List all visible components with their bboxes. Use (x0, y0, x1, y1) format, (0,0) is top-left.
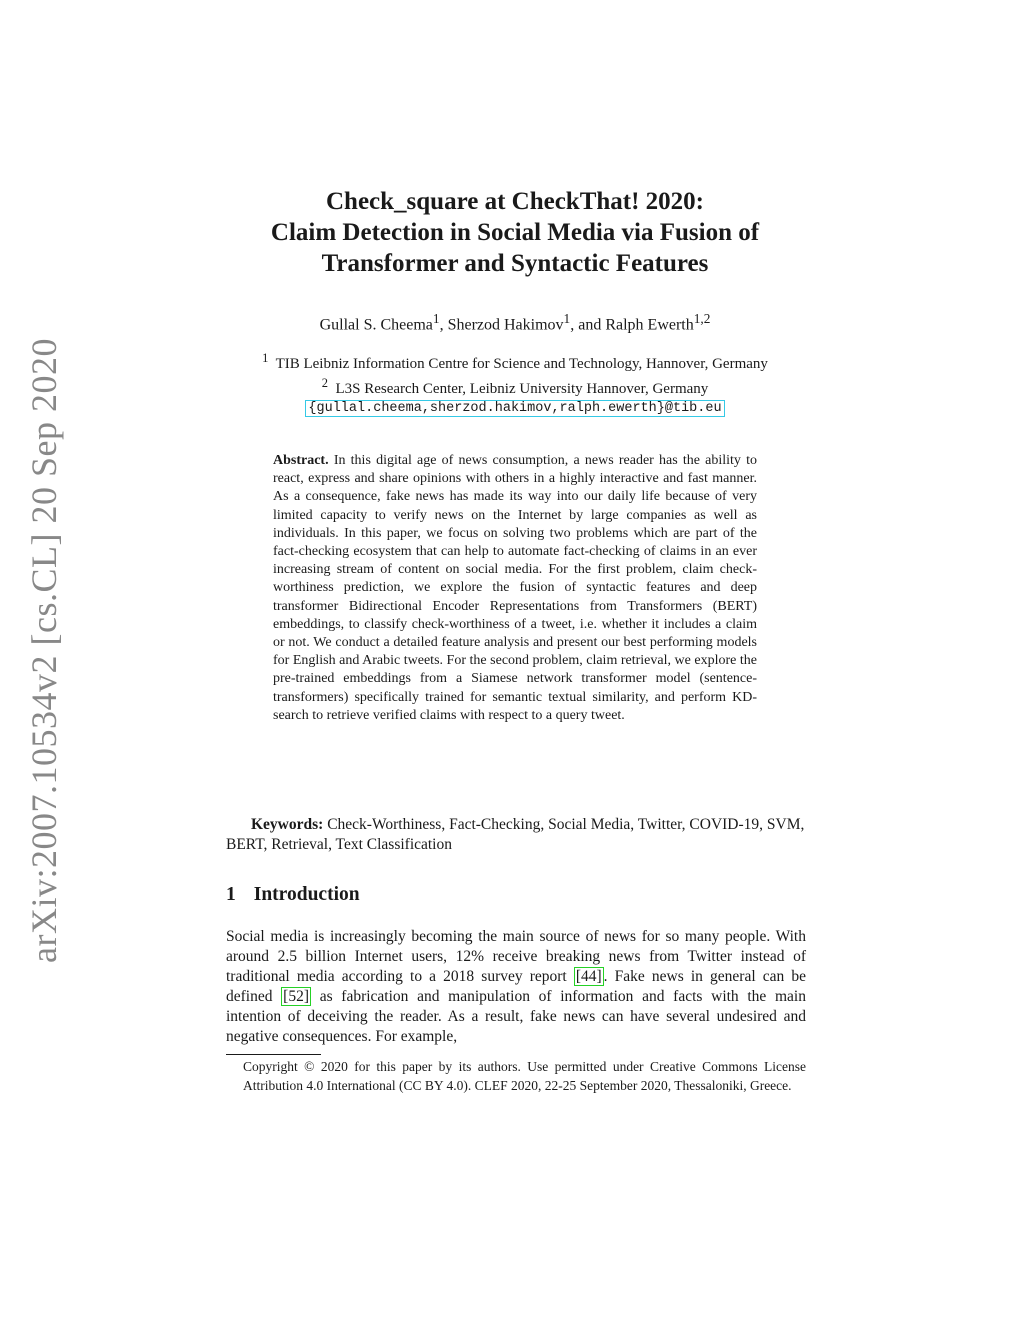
author-affiliation-mark: 1 (432, 311, 440, 326)
arxiv-identifier-text: arXiv:2007.10534v2 [cs.CL] 20 Sep 2020 (24, 337, 64, 963)
email-link[interactable]: {gullal.cheema,sherzod.hakimov,ralph.ewerth}@tib.eu (305, 400, 724, 417)
title-line-1: Check_square at CheckThat! 2020: (325, 188, 704, 215)
intro-text: . Fake news in general can be defined (226, 968, 806, 1005)
abstract-text: In this digital age of news consumption, a news reader has the ability to react, express and share opinions with others in a highly interactive and fast manner. As a consequence, fake news has made its way into our daily life because of very limited capacity to verify news on the Internet by large companies as well as individuals. In this paper, we focus on solving two problems which are part of the fact-checking ecosystem that can help to automate fact-checking of claims in an ever increasing stream of content on social media. For the first problem, claim check-worthiness prediction, we explore the fusion of syntactic features and deep transformer Bidirectional Encoder Representations from Transformers (BERT) embeddings, to classify check-worthiness of a tweet, i.e. whether it includes a claim or not. We conduct a detailed feature analysis and present our best performing models for English and Arabic tweets. For the second problem, claim retrieval, we explore the pre-trained embeddings from a Siamese network transformer model (sentence-transformers) specifically trained for semantic textual similarity, and perform KD-search to retrieve verified claims with respect to a query tweet. (273, 453, 757, 723)
citation-link[interactable]: [52] (283, 988, 309, 1005)
title-line-2: Claim Detection in Social Media via Fusion of (270, 219, 760, 246)
paper-title (160, 186, 870, 279)
affiliation-number: 1 (262, 351, 269, 365)
section-title: Introduction (253, 884, 360, 905)
affiliation-2 (160, 374, 870, 399)
footnote-text: Copyright © 2020 for this paper by its authors. Use permitted under Creative Commons License Attribution 4.0 International (CC BY 4.0). CLEF 2020, 22-25 September 2020, Thessaloniki, Greece. (243, 1059, 806, 1093)
author-affiliation-mark: 1,2 (693, 311, 711, 326)
author-separator: , and (570, 316, 606, 334)
author-affiliation-mark: 1 (563, 311, 571, 326)
keywords-label: Keywords: (251, 816, 324, 833)
intro-text: Social media is increasingly becoming the main source of news for so many people. With around 2.5 billion Internet users, 12% receive breaking news from Twitter instead of traditional media according to a 2018 survey report (226, 928, 806, 985)
email-line (160, 398, 870, 419)
copyright-footnote (243, 1058, 806, 1095)
author-separator: , (439, 316, 448, 334)
affiliation-text: TIB Leibniz Information Centre for Science and Technology, Hannover, Germany (275, 356, 768, 372)
affiliation-text: L3S Research Center, Leibniz University Hannover, Germany (335, 380, 709, 397)
abstract-label: Abstract. (273, 453, 329, 468)
section-number: 1 (226, 884, 236, 905)
title-line-3: Transformer and Syntactic Features (321, 250, 709, 277)
keywords (226, 815, 824, 855)
affiliation-number: 2 (321, 375, 328, 390)
author-name: Sherzod Hakimov (447, 316, 564, 334)
abstract (273, 452, 757, 725)
keywords-text: Check-Worthiness, Fact-Checking, Social Media, Twitter, COVID-19, SVM, BERT, Retrieval, Text Classification (226, 816, 805, 853)
affiliations (160, 349, 870, 419)
footnote-divider (226, 1054, 321, 1055)
section-heading (226, 884, 360, 906)
intro-text: as fabrication and manipulation of information and facts with the main intention of deceiving the reader. As a result, fake news can have several undesired and negative consequences. For example, (226, 988, 806, 1045)
author-list (160, 311, 870, 334)
author-name: Ralph Ewerth (605, 316, 694, 334)
arxiv-identifier-watermark (24, 337, 64, 963)
intro-paragraph (226, 927, 806, 1047)
citation-link[interactable]: [44] (575, 968, 602, 985)
affiliation-1 (160, 349, 870, 374)
author-name: Gullal S. Cheema (319, 316, 433, 334)
